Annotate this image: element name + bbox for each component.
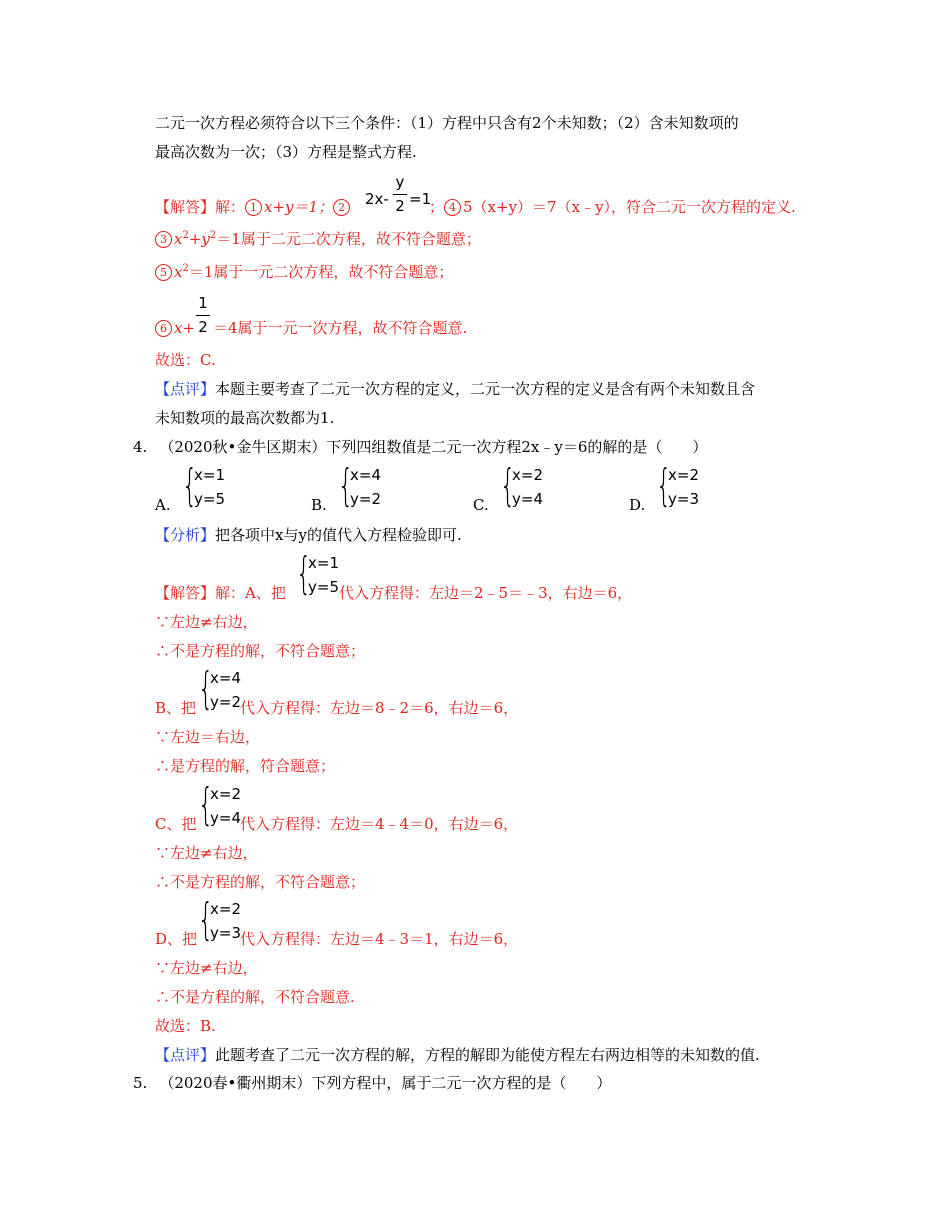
- q4-option-b-eq2: y=2: [350, 490, 381, 508]
- q3-line-6: [155, 318, 195, 338]
- q4-d-prefix: D、把: [155, 930, 198, 948]
- q3-eq6-lhs: x+: [174, 319, 196, 337]
- q4-analysis-line: [155, 525, 462, 545]
- q4-d-because: ∵左边≠右边，: [155, 959, 258, 977]
- q4-b-because: ∵左边＝右边，: [155, 728, 261, 746]
- circled-number-4: 4: [444, 199, 461, 216]
- q3-eq4: 5（x+y）＝7（x﹣y），符合二元一次方程的定义.: [463, 198, 796, 216]
- circled-number-3: 3: [155, 231, 172, 248]
- q4-comment: 此题考查了二元一次方程的解，方程的解即为能使方程左右两边相等的未知数的值.: [215, 1046, 760, 1064]
- q4-a-prefix: 解：A、把: [215, 584, 286, 602]
- q4-b-so: ∴是方程的解，符合题意；: [155, 757, 336, 775]
- q3-answer-tag: 【解答】: [155, 198, 216, 216]
- q4-answer-a-line: [155, 583, 286, 603]
- q4-option-d-eq2: y=3: [668, 490, 699, 508]
- circled-number-1: 1: [245, 199, 262, 216]
- q4-choice: 故选：B.: [155, 1017, 216, 1035]
- q3-eq2-num: y: [395, 173, 405, 191]
- q3-eq2-rhs: =1: [409, 190, 432, 208]
- q4-c-so: ∴不是方程的解，不符合题意；: [155, 873, 366, 891]
- q3-eq2-lhs: 2x-: [365, 190, 389, 208]
- fraction-bar: [196, 315, 210, 316]
- q3-eq6-den: 2: [198, 318, 208, 336]
- brace-icon: {: [656, 460, 672, 511]
- brace-icon: {: [182, 460, 198, 511]
- q4-c-sys-eq2: y=4: [210, 809, 241, 827]
- q4-c-text: 代入方程得：左边＝4﹣4＝0，右边＝6，: [240, 815, 519, 833]
- circled-number-2: 2: [333, 199, 350, 216]
- q4-option-a-label: A.: [155, 496, 171, 514]
- q4-a-sys-eq1: x=1: [308, 554, 339, 572]
- q4-b-prefix: B、把: [155, 699, 197, 717]
- brace-icon: {: [198, 894, 214, 945]
- q4-d-text: 代入方程得：左边＝4﹣3＝1，右边＝6，: [240, 930, 519, 948]
- q4-d-so: ∴不是方程的解，不符合题意.: [155, 988, 355, 1006]
- circled-number-5: 5: [155, 264, 172, 281]
- q4-d-sys-eq2: y=3: [210, 924, 241, 942]
- q4-c-because: ∵左边≠右边，: [155, 844, 258, 862]
- q3-eq2-den: 2: [395, 197, 405, 215]
- q4-option-c-label: C.: [473, 496, 489, 514]
- q4-option-a-eq2: y=5: [194, 490, 225, 508]
- q4-option-c-eq1: x=2: [512, 466, 543, 484]
- fraction-bar: [393, 194, 407, 195]
- q3-eq6-rhs: ＝4属于一元一次方程，故不符合题意.: [213, 319, 468, 337]
- q4-number: 4.: [133, 438, 148, 456]
- q4-option-b-eq1: x=4: [350, 466, 381, 484]
- brace-icon: {: [338, 460, 354, 511]
- q4-option-c-eq2: y=4: [512, 490, 543, 508]
- q3-separator: ；: [429, 198, 445, 216]
- q3-eq2-fraction: [365, 173, 435, 219]
- q4-option-d-eq1: x=2: [668, 466, 699, 484]
- intro-line-1: 二元一次方程必须符合以下三个条件：（1）方程中只含有2个未知数；（2）含未知数项的: [155, 114, 739, 132]
- brace-icon: {: [296, 548, 312, 599]
- q4-option-b-label: B.: [311, 496, 327, 514]
- q3-comment-line-1: [155, 379, 755, 399]
- q3-choice: 故选：C.: [155, 351, 216, 369]
- q3-comment-line-2: 未知数项的最高次数都为1.: [155, 409, 335, 427]
- q4-b-sys-eq1: x=4: [210, 669, 241, 687]
- q4-b-text: 代入方程得：左边＝8﹣2＝6，右边＝6，: [240, 699, 519, 717]
- q5-number: 5.: [133, 1074, 148, 1092]
- q4-a-so: ∴不是方程的解，不符合题意；: [155, 642, 366, 660]
- intro-line-2: 最高次数为一次；（3）方程是整式方程.: [155, 143, 417, 161]
- q4-stem-line: [133, 437, 707, 457]
- brace-icon: {: [198, 779, 214, 830]
- q4-a-sys-eq2: y=5: [308, 578, 339, 596]
- q4-c-prefix: C、把: [155, 815, 197, 833]
- q4-a-because: ∵左边≠右边，: [155, 613, 258, 631]
- q4-analysis: 把各项中x与y的值代入方程检验即可.: [215, 526, 462, 544]
- brace-icon: {: [500, 460, 516, 511]
- q4-c-sys-eq1: x=2: [210, 785, 241, 803]
- q3-line-5: 5 $x^2=1$属于一元二次方程，故不符合题意；: [155, 262, 453, 282]
- q4-d-sys-eq1: x=2: [210, 900, 241, 918]
- q3-answer-prefix: 解：: [215, 198, 246, 216]
- q3-comment-1: 本题主要考查了二元一次方程的定义，二元一次方程的定义是含有两个未知数且含: [215, 380, 756, 398]
- brace-icon: {: [198, 663, 214, 714]
- q3-line-3: 3 $x^2+y^2=1$属于二元二次方程，故不符合题意；: [155, 229, 481, 249]
- q4-a-text: 代入方程得：左边＝2﹣5＝﹣3，右边＝6，: [339, 584, 633, 602]
- q4-answer-tag: 【解答】: [155, 584, 216, 602]
- q4-analysis-tag: 【分析】: [155, 526, 216, 544]
- q4-option-a-eq1: x=1: [194, 466, 225, 484]
- q3-eq6-fraction: [196, 294, 212, 340]
- q3-answer-line: [155, 197, 352, 217]
- q4-b-sys-eq2: y=2: [210, 693, 241, 711]
- q4-option-d-label: D.: [629, 496, 646, 514]
- q3-eq6-num: 1: [198, 294, 208, 312]
- q5-stem-line: [133, 1073, 611, 1093]
- q4-comment-tag: 【点评】: [155, 1046, 216, 1064]
- q3-answer-line-tail: [429, 197, 796, 217]
- q4-comment-line: [155, 1045, 760, 1065]
- circled-number-6: 6: [155, 320, 172, 337]
- q3-comment-tag: 【点评】: [155, 380, 216, 398]
- q5-stem: （2020春•衢州期末）下列方程中，属于二元一次方程的是（ ）: [159, 1074, 612, 1092]
- q3-eq1: x+y＝1；: [264, 198, 334, 216]
- q4-stem: （2020秋•金牛区期末）下列四组数值是二元一次方程2x﹣y＝6的解的是（ ）: [159, 438, 708, 456]
